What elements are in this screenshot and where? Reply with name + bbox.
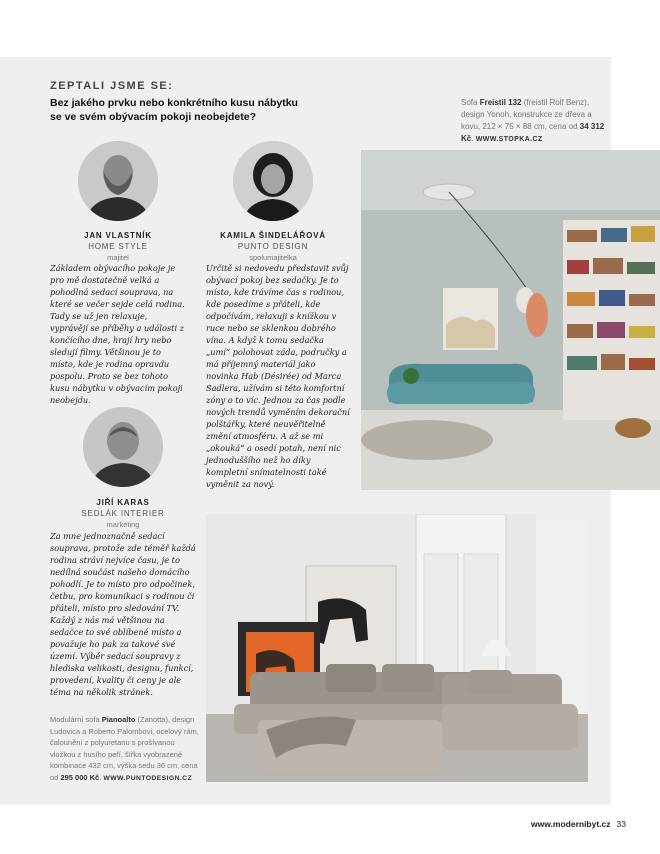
photo-freistil-sofa xyxy=(361,150,660,490)
person-company: PUNTO DESIGN xyxy=(237,242,309,251)
caption-url[interactable]: WWW.PUNTODESIGN.CZ xyxy=(103,774,193,782)
page-footer xyxy=(531,819,626,829)
portrait-kamila-sindelarova xyxy=(233,141,313,221)
person-company: SEDLÁK INTERIER xyxy=(81,509,165,518)
page-number: 33 xyxy=(616,819,626,829)
person-role: marketing xyxy=(106,520,140,529)
portrait-jan-vlastnik xyxy=(78,141,158,221)
quote-kamila-sindelarova: Určitě si nedovedu představit svůj obývací pokoj bez sedačky. Je to místo, kde trávíme čas s rodinou, kde posedíme s přáteli, kde odpočívám, relaxuji s knížkou v ruce nebo se sklenkou dobrého vína. A když k tomu sedačka „umí“ polohovat záda, područky a má příjemný materiál jako novinka Hab (Désirée) od Marca Sadlera, užívám si této komfortní zóny o to víc. Jednou za čas podle nových trendů vyměním dekorační polštářky, které neuvěřitelně změní atmosféru. A až se mi „okouká“ a osedí potah, není nic jednoduššího než ho díky kompletní snímatelnosti také vyměnit za nový. xyxy=(206,263,350,489)
section-heading: ZEPTALI JSME SE: xyxy=(50,80,174,92)
person-role: majitel xyxy=(107,253,129,262)
top-photo-caption: Sofa Freistil 132 (freistil Rolf Benz), design Yonoh, konstrukce ze dřeva a kovu, 212 × 75 × 88 cm, cena od 34 312 Kč. WWW.STOPKA.CZ xyxy=(461,98,605,143)
person-name: KAMILA ŠINDELÁŘOVÁ xyxy=(220,231,326,240)
quote-jiri-karas: Za mne jednoznačně sedací souprava, protože zde téměř každá rodina stráví nejvíce času, je to nedílná součást našeho domácího pohodlí. Je to místo pro odpočinek, četbu, pro komunikaci s rodinou či přáteli, místo pro sledování TV. Každý z nás má většinou na sedačce to své oblíbené místo a považuje ho pak za takové své území. Výběr sedací soupravy z hlediska velikosti, designu, funkcí, provedení, kvality či ceny je ale téma na několik stránek. xyxy=(50,531,196,697)
caption-url[interactable]: WWW.STOPKA.CZ xyxy=(475,136,543,143)
person-role: spolumajitelka xyxy=(249,253,297,262)
person-company: HOME STYLE xyxy=(88,242,148,251)
bottom-photo-caption: Modulární sofa Pianoalto (Zanotta), design Ludovica a Roberto Palombovi, ocelový rám, čalounění z polyuretanu s prošívanou vložkou z husího peří, šířka vyobrazené kombinace 432 cm, výška sedu 36 cm, cena od 295 000 Kč. WWW.PUNTODESIGN.CZ xyxy=(50,715,199,782)
footer-url[interactable]: www.modernibyt.cz xyxy=(531,819,611,829)
quote-jan-vlastnik: Základem obývacího pokoje je pro mě dostatečně velká a pohodlná sedací souprava, na které se večer sejde celá rodina. Tady se už jen relaxuje, vyprávějí se příběhy a události z končícího dne, hrají hry nebo sledují filmy. Většinou je to místo, kde je rodina opravdu pospolu. Proto se bez tohoto kusu nábytku v obývacím pokoji neobejdu. xyxy=(50,263,185,405)
person-name: JAN VLASTNÍK xyxy=(84,231,152,240)
person-name: JIŘÍ KARAS xyxy=(96,498,150,507)
portrait-jiri-karas xyxy=(83,407,163,487)
question-text: Bez jakého prvku nebo konkrétního kusu nábytku se ve svém obývacím pokoji neobejdete? xyxy=(50,97,298,123)
photo-pianoalto-sofa xyxy=(206,514,588,782)
